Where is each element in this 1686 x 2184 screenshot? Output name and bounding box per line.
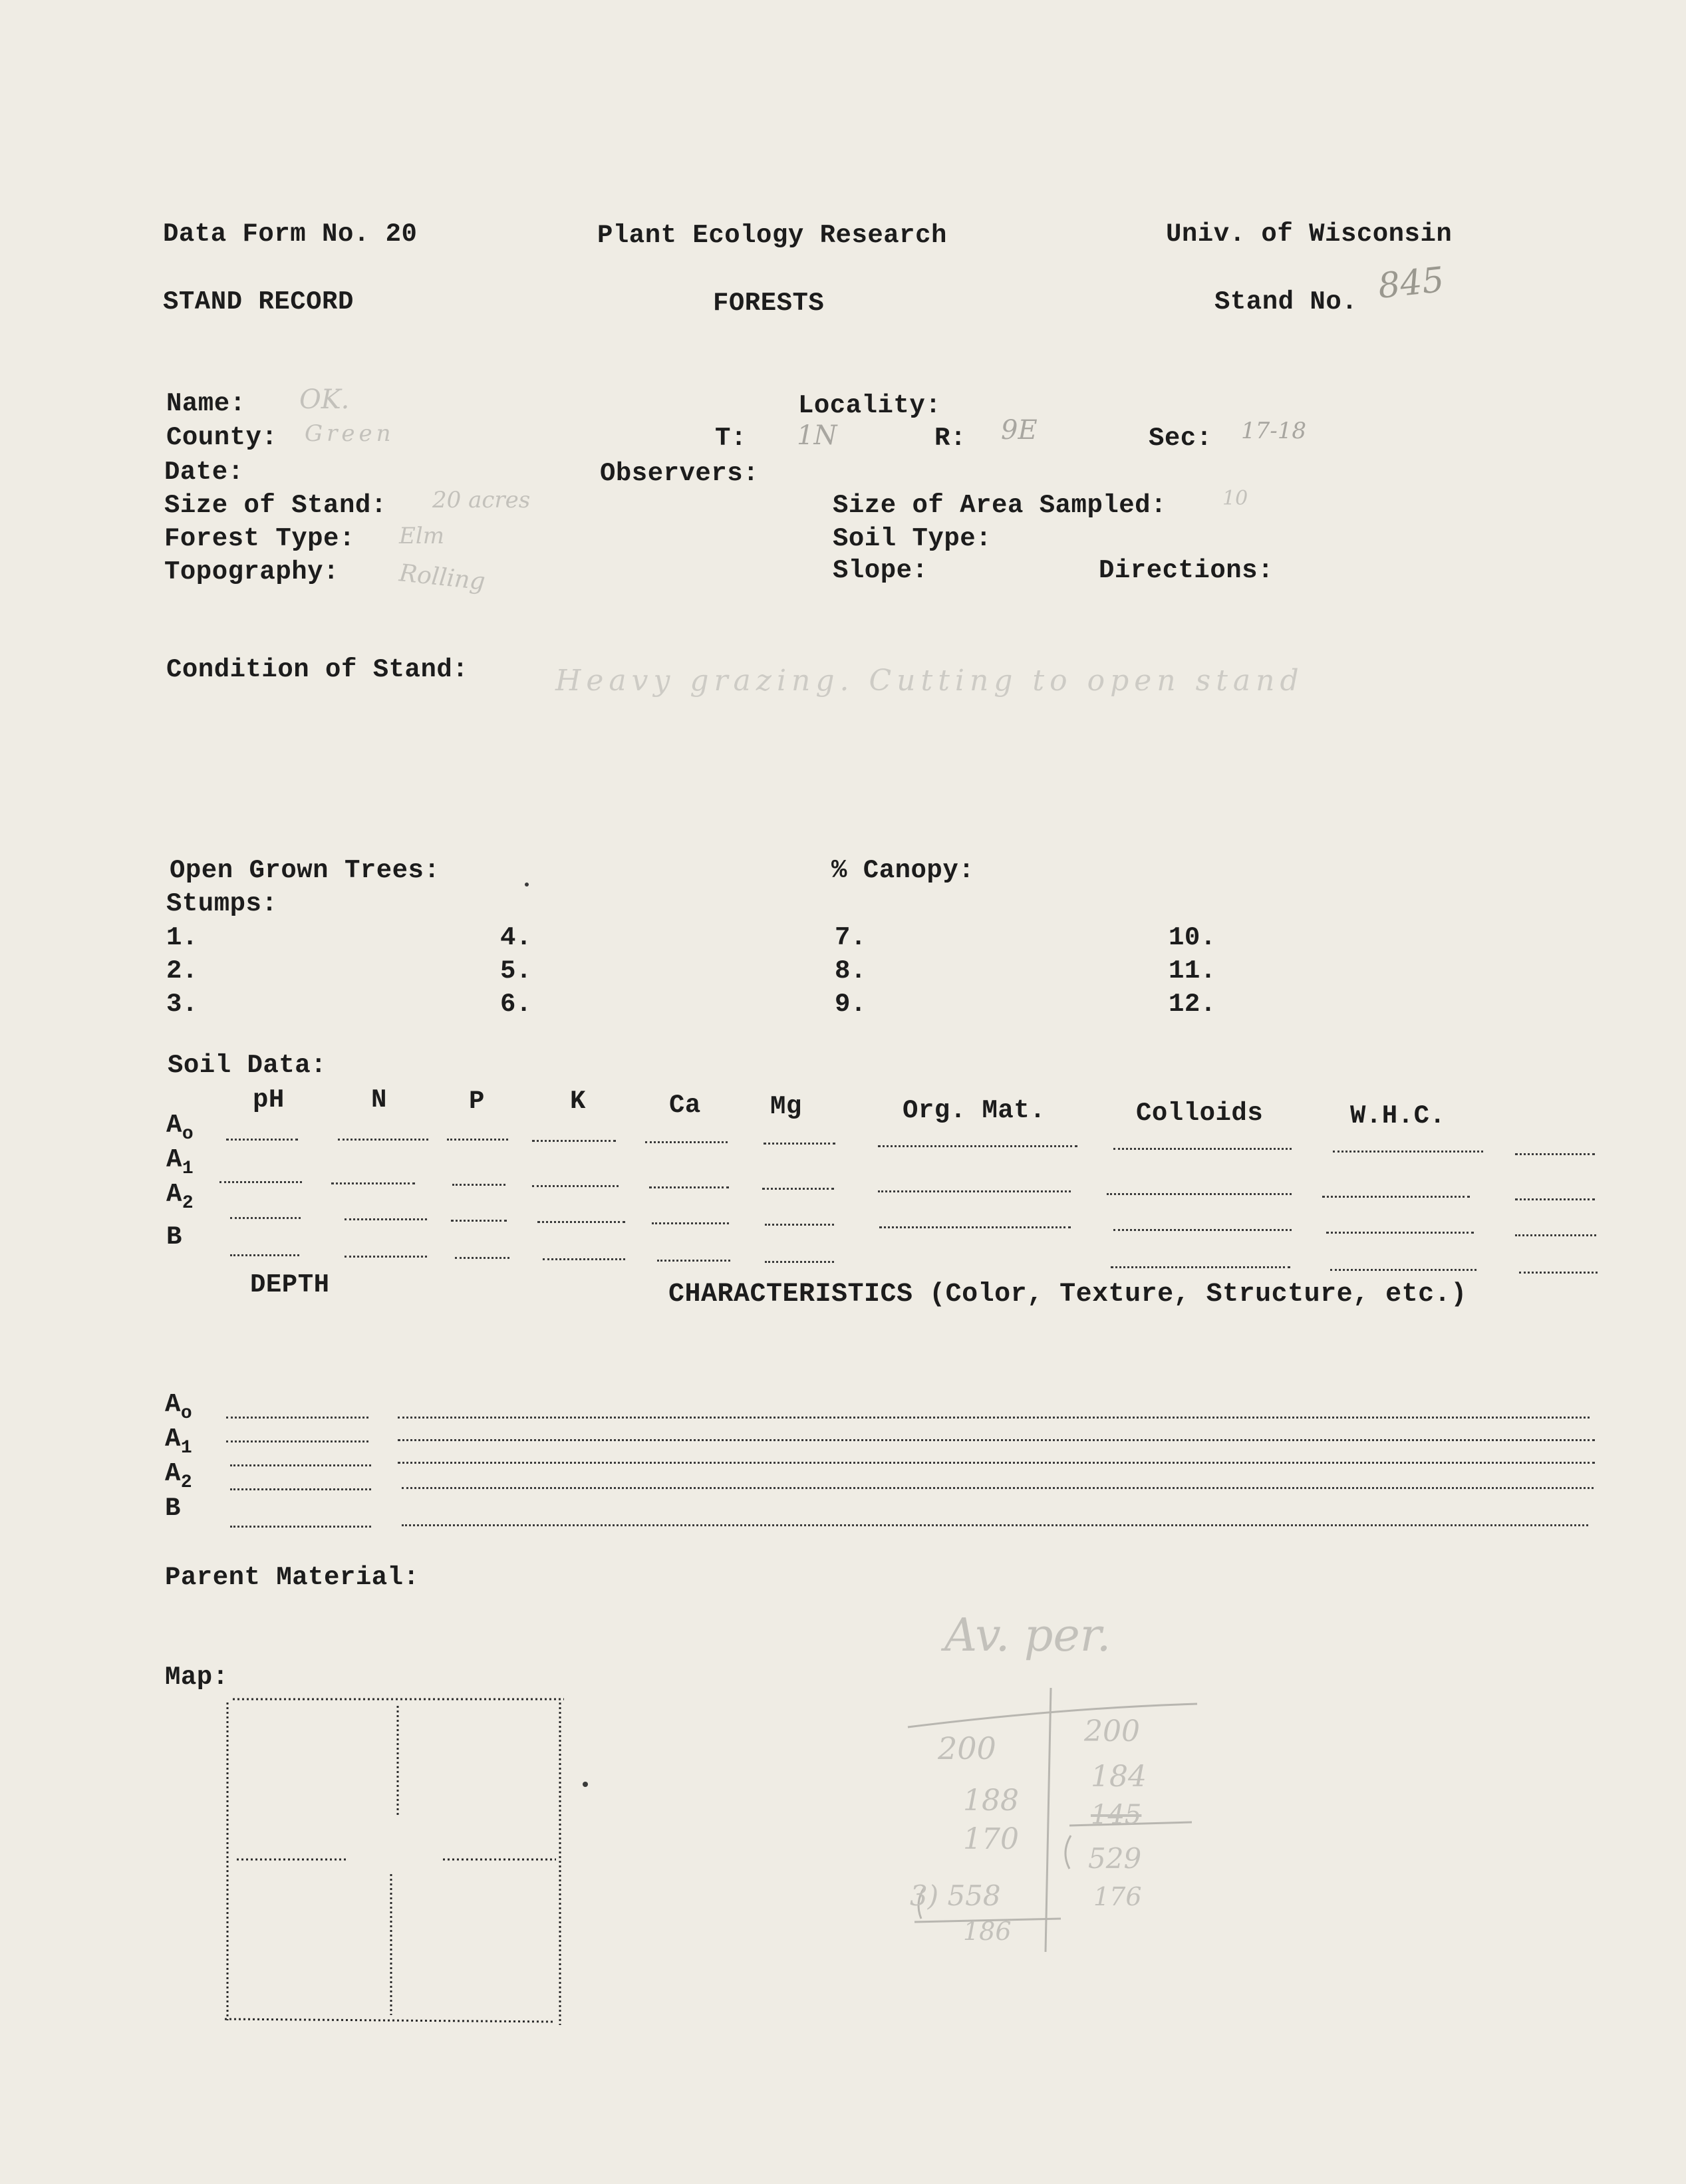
notes-right-value: 200 <box>1084 1714 1140 1748</box>
soil-horizon-label: B <box>165 1494 181 1523</box>
category-title: FORESTS <box>713 289 825 318</box>
notes-right-value: 184 <box>1091 1760 1147 1794</box>
institution: Univ. of Wisconsin <box>1166 219 1453 249</box>
notes-left-value: 170 <box>963 1822 1019 1856</box>
forest-type-value: Elm <box>399 523 444 549</box>
soil-col-header: P <box>469 1087 485 1116</box>
calc-lines <box>908 1688 1197 1952</box>
stump-number: 2. <box>166 956 198 986</box>
name-label: Name: <box>166 389 246 418</box>
stump-number: 7. <box>835 923 867 952</box>
directions-label: Directions: <box>1099 556 1274 585</box>
size-stand-value: 20 acres <box>432 487 531 513</box>
notes-right-value: 145 <box>1091 1800 1142 1830</box>
form-number: Data Form No. 20 <box>163 219 418 249</box>
sec-value: 17-18 <box>1241 418 1307 444</box>
notes-heading: Av. per. <box>944 1609 1111 1662</box>
stump-number: 11. <box>1169 956 1216 986</box>
soil-col-header: Colloids <box>1136 1099 1264 1128</box>
condition-label: Condition of Stand: <box>166 655 469 684</box>
soil-col-header: Org. Mat. <box>903 1096 1046 1125</box>
notes-left-value: 3) 558 <box>910 1879 1001 1912</box>
r-value: 9E <box>1001 415 1038 446</box>
county-value: Green <box>305 420 395 447</box>
sec-label: Sec: <box>1149 424 1212 453</box>
stand-no-value: 845 <box>1376 259 1447 307</box>
stump-number: 8. <box>835 956 867 986</box>
soil-col-header: N <box>371 1085 387 1115</box>
soil-col-header: K <box>570 1087 586 1116</box>
stump-number: 5. <box>500 956 532 986</box>
t-label: T: <box>715 424 747 453</box>
notes-left-value: 186 <box>963 1917 1012 1946</box>
size-stand-label: Size of Stand: <box>164 491 387 520</box>
open-grown-label: Open Grown Trees: <box>170 856 440 885</box>
notes-right-value: 176 <box>1093 1882 1142 1911</box>
depth-label: DEPTH <box>250 1270 330 1299</box>
soil-horizon-label: B <box>166 1222 182 1252</box>
soil-horizon-label: $A_2$ <box>166 1180 194 1214</box>
soil-data-label: Soil Data: <box>168 1051 327 1080</box>
r-label: R: <box>934 424 966 453</box>
soil-horizon-label: $A_2$ <box>165 1459 193 1493</box>
soil-col-header: W.H.C. <box>1350 1101 1446 1131</box>
condition-value: Heavy grazing. Cutting to open stand <box>555 664 1304 698</box>
date-label: Date: <box>164 458 244 487</box>
characteristics-label: CHARACTERISTICS (Color, Texture, Structure, etc.) <box>668 1280 1467 1309</box>
record-type: STAND RECORD <box>163 287 354 317</box>
notes-left-value: 188 <box>963 1784 1019 1818</box>
stump-number: 10. <box>1169 923 1216 952</box>
forest-type-label: Forest Type: <box>164 524 355 553</box>
soil-horizon-label: $A_o$ <box>165 1390 193 1424</box>
soil-horizon-label: $A_1$ <box>165 1425 193 1458</box>
parent-material-label: Parent Material: <box>165 1563 420 1592</box>
stump-number: 12. <box>1169 990 1216 1019</box>
soil-horizon-label: $A_o$ <box>166 1111 194 1145</box>
stump-number: 3. <box>166 990 198 1019</box>
map-label: Map: <box>165 1663 229 1692</box>
soil-col-header: pH <box>253 1085 285 1115</box>
locality-label: Locality: <box>798 391 942 420</box>
stump-number: 4. <box>500 923 532 952</box>
notes-left-value: 200 <box>938 1730 996 1766</box>
t-value: 1N <box>797 420 837 451</box>
stand-no-label: Stand No. <box>1214 287 1358 317</box>
stump-number: 1. <box>166 923 198 952</box>
slope-label: Slope: <box>833 556 928 585</box>
county-label: County: <box>166 423 278 452</box>
soil-col-header: Ca <box>669 1091 701 1120</box>
soil-horizon-label: $A_1$ <box>166 1145 194 1179</box>
size-area-label: Size of Area Sampled: <box>833 491 1167 520</box>
soil-type-label: Soil Type: <box>833 524 992 553</box>
topography-value: Rolling <box>398 559 487 596</box>
stump-number: 6. <box>500 990 532 1019</box>
program-title: Plant Ecology Research <box>597 221 947 250</box>
stump-number: 9. <box>835 990 867 1019</box>
notes-right-value: 529 <box>1088 1842 1142 1875</box>
name-value: OK. <box>299 384 350 415</box>
topography-label: Topography: <box>164 557 339 587</box>
soil-col-header: Mg <box>770 1092 802 1121</box>
observers-label: Observers: <box>600 459 760 488</box>
stumps-label: Stumps: <box>166 889 278 918</box>
canopy-label: % Canopy: <box>831 856 975 885</box>
size-area-value: 10 <box>1222 487 1248 510</box>
